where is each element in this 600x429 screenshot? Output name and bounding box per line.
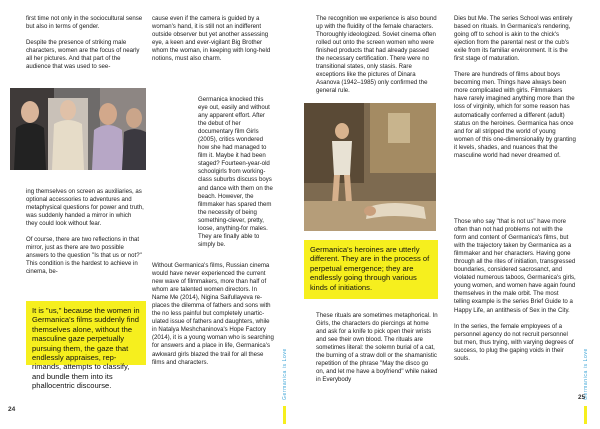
pull-quote-callout: Germanica's heroines are utterly different. They are in the process of perpetual emergence; they are endlessly going through various kinds of initiations. xyxy=(304,240,438,299)
paragraph: cause even if the camera is guided by a woman's hand, it is still not an indifferent outside observer but yet another assessing eye, a keen and ever-vigilant Big Brother whom the woman, in keeping with long-held notions, must also charm. xyxy=(152,15,271,63)
paragraph: first time not only in the sociocultural sense but also in terms of gender. xyxy=(26,15,143,31)
left-col-1 xyxy=(26,15,144,79)
film-still-women-image xyxy=(10,88,146,170)
page-marker xyxy=(283,406,286,424)
running-title: Germanica is Love xyxy=(282,348,288,400)
film-still-women-photo xyxy=(10,88,146,170)
running-title: Germanica is Love xyxy=(583,348,589,400)
right-col-1 xyxy=(316,15,438,103)
paragraph: Dies but Me. The series School was entirely based on rituals. In Germanica's rendering, going off to school is akin to the chick's ejection from the parental nest or the cub's exile from its familiar environment. It is the first stage of maturation. xyxy=(454,15,573,63)
page-number: 24 xyxy=(8,406,16,413)
paragraph: In the series, the female employees of a personnel agency do not recruit personnel but men, thus trying, with varying degrees of success, to plug the gaping voids in their souls. xyxy=(454,322,574,362)
pull-quote-callout: It is "us," because the women in Germanica's films suddenly find themselves alone, without the masculine gaze perpetually pursuing them, the gaze that endlessly appraises, reprimands, attempts to classify, and bundle them into its phallocentric discourse. xyxy=(26,301,146,365)
right-col-2 xyxy=(454,15,576,168)
page-number: 25 xyxy=(578,394,586,401)
left-col-2 xyxy=(152,15,274,71)
right-page xyxy=(300,0,600,429)
left-col-1-continued xyxy=(26,188,144,284)
paragraph: The recognition we experience is also bound up with the fluidity of the female characters. Thoroughly ideologized. Soviet cinema often rolled out onto the screen women who were finished products that had already passed the necessary certification. There were no transitional states, only stasis. Rare exceptions like the pictures of Dinara Asanova (1942–1985) only confirmed the general rule. xyxy=(316,15,437,95)
paragraph: Without Germanica's films, Russian cinema would have never experienced the current new wave of filmmakers, more than half of whom are talented women directors. In Name Me (2014), Nigina Saifullayeva replaces the dilemma of fathers and sons with the no less painful but completely unarticulated issue of fathers and daughters, while in Natalya Meshchaninova's Hope Factory (2014), it is a young woman who is searching for answers and a place in life, Germanica's awkward girls blazed the trail for all these films and characters. xyxy=(152,262,274,366)
right-col-1-bottom xyxy=(316,312,438,392)
left-page xyxy=(0,0,299,429)
paragraph: Germanica knocked this eye out, easily and without any apparent effort. After the debut of her documentary film Girls (2005), critics wondered how she had managed to film it. Maybe it had been staged? Fourteen-year-old schoolgirls from working-class suburbs discuss boys and dance with them on the beach. However, the filmmaker has spared them the necessity of being something-clever, pretty, loose, anything-for males. They are finally able to simply be. xyxy=(198,96,273,248)
paragraph: ing themselves on screen as auxiliaries, as optional accessories to adventures and metaphysical questions for power and truth, was suddenly handed a mirror in which they could look without fear. xyxy=(26,188,144,228)
film-still-girl-image xyxy=(304,103,436,231)
page-marker xyxy=(584,406,587,424)
paragraph: Of course, there are two reflections in that mirror, just as there are two possible answers to the question "Is that us or not?" This condition is the hardest to achieve in cinema, be- xyxy=(26,236,142,276)
right-col-2-bottom xyxy=(454,218,576,371)
paragraph: These rituals are sometimes metaphorical. In Girls, the characters do piercings at home and ask for a knife to pick open their wrists and see their own blood. The rituals are sometimes literal: the solemn burial of a cat, the burning of a straw doll or the shamanistic repetition of the phrase "May the disco go on, and let me have a boyfriend" while naked in Everybody xyxy=(316,312,438,384)
left-col-2-bottom xyxy=(152,262,274,375)
film-still-girl-photo xyxy=(304,103,436,231)
left-col-2-wrap xyxy=(198,96,274,257)
paragraph: There are hundreds of films about boys becoming men. Things have always been more complicated with girls. Filmmakers have rarely imagined anything more than the loss of virginity, which for some reason has automatically conferred a different (adult) status on the heroines. Germanica has once and for all stripped the world of young women of this one-dimensionality by granting it levels, shades, and nuances that the masculine world had never dreamed of. xyxy=(454,71,576,159)
paragraph: Despite the presence of striking male characters, women are the focus of nearly all her pictures. And that part of the audience that was used to see- xyxy=(26,39,140,71)
paragraph: Those who say "that is not us" have more often than not had problems not with the form and content of Germanica's films, but with the trajectory taken by Germanica as a filmmaker and her characters. Having gone through all the rites of initiation, transgressed boundaries, considered sacrosanct, and violated numerous taboos, Germanica's girls, young women, and women have again found themselves in the male orbit. The most telling example is the series Brief Guide to a Happy Life, an antithesis of Sex in the City. xyxy=(454,218,576,314)
